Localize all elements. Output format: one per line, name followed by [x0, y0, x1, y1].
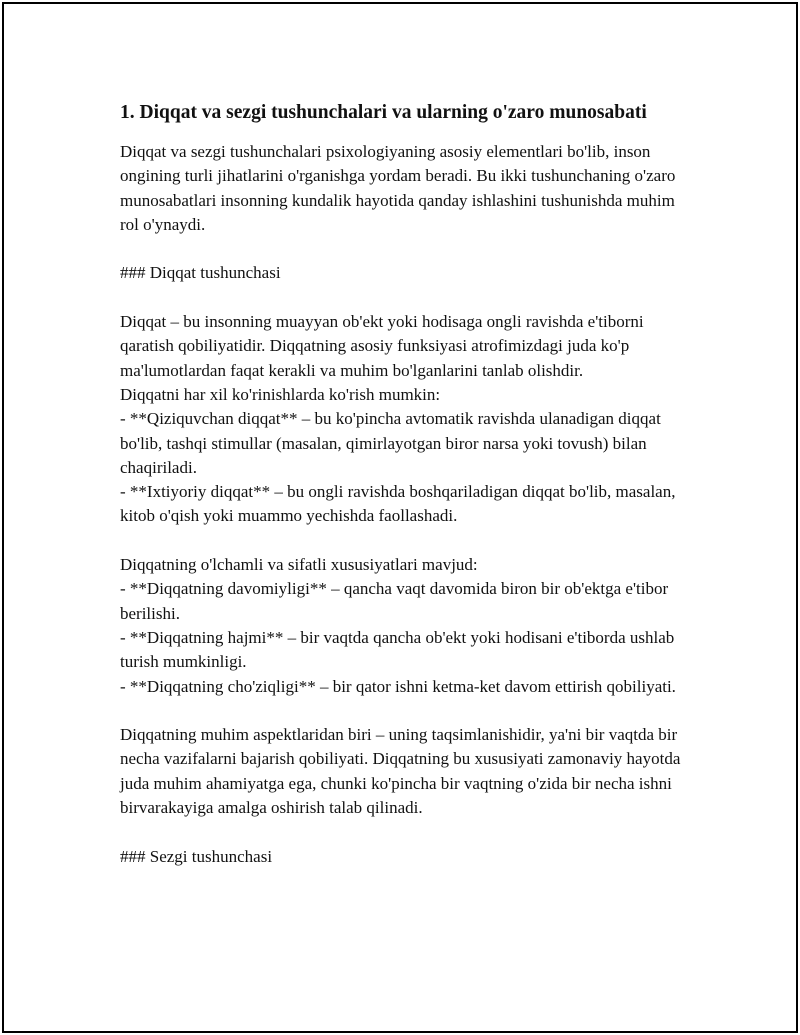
section-heading-diqqat: ### Diqqat tushunchasi [120, 263, 281, 283]
section-heading-sezgi: ### Sezgi tushunchasi [120, 846, 273, 866]
document-title: 1. Diqqat va sezgi tushunchalari va ularning o'zaro munosabati [120, 102, 647, 123]
document-page [2, 2, 798, 1033]
intro-paragraph: Diqqat va sezgi tushunchalari psixologiyaning asosiy elementlari bo'lib, inson ongining turli jihatlarini o'rganishga yordam beradi. Bu ikki tushunchaning o'zaro munosabatlari insonning kundalik hayotida qanday ishlashini tushunishda muhim rol o'ynaydi. [120, 142, 676, 234]
diqqat-definition-paragraph: Diqqat – bu insonning muayyan ob'ekt yoki hodisaga ongli ravishda e'tiborni qaratish qobiliyatidir. Diqqatning asosiy funksiyasi atrofimizdagi juda ko'p ma'lumotlardan faqat kerakli va muhim bo'lganlarini tanlab olishdir. Diqqatni har xil ko'rinishlarda ko'rish mumkin: - **Qiziquvchan diqqat** – bu ko'pincha avtomatik ravishda ulanadigan diqqat bo'lib, tashqi stimullar (masalan, qimirlayotgan biror narsa yoki tovush) bilan chaqiriladi. - **Ixtiyoriy diqqat** – bu ongli ravishda boshqariladigan diqqat bo'lib, masalan, kitob o'qish yoki muammo yechishda faollashadi. [120, 312, 676, 526]
diqqat-properties-paragraph: Diqqatning o'lchamli va sifatli xususiyatlari mavjud: - **Diqqatning davomiyligi** – qancha vaqt davomida biron bir ob'ektga e'tibor berilishi. - **Diqqatning hajmi** – bir vaqtda qancha ob'ekt yoki hodisani e'tiborda ushlab turish mumkinligi. - **Diqqatning cho'ziqligi** – bir qator ishni ketma-ket davom ettirish qobiliyati. [120, 555, 676, 696]
document-body [120, 98, 695, 893]
diqqat-distribution-paragraph: Diqqatning muhim aspektlaridan biri – uning taqsimlanishidir, ya'ni bir vaqtda bir necha vazifalarni bajarish qobiliyati. Diqqatning bu xususiyati zamonaviy hayotda juda muhim ahamiyatga ega, chunki ko'pincha bir vaqtning o'zida bir necha ishni birvarakayiga amalga oshirish talab qilinadi. [120, 725, 681, 818]
